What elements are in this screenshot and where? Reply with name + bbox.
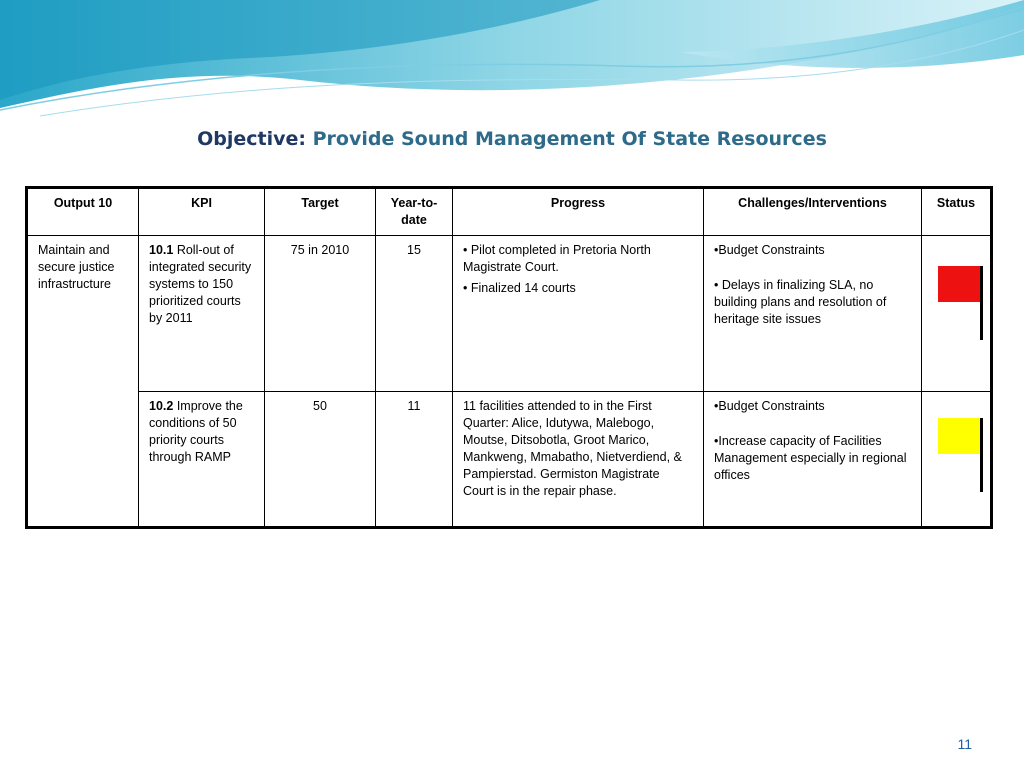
kpi-ref: 10.2 [149, 399, 174, 413]
table-row [27, 392, 992, 528]
progress-item: • Pilot completed in Pretoria North Magistrate Court. [463, 243, 651, 274]
kpi-cell [139, 392, 265, 528]
header-progress: Progress [453, 188, 704, 236]
challenge-item: •Increase capacity of Facilities Management especially in regional offices [714, 434, 907, 482]
progress-cell [453, 236, 704, 392]
challenge-item: •Budget Constraints [714, 243, 825, 257]
table-header-row [27, 188, 992, 236]
table-row [27, 236, 992, 392]
ytd-cell: 11 [376, 392, 453, 528]
header-output: Output 10 [27, 188, 139, 236]
flag-cloth [938, 266, 982, 302]
progress-item: • Finalized 14 courts [463, 281, 576, 295]
target-cell: 50 [265, 392, 376, 528]
yellow-flag-icon [932, 418, 992, 498]
ytd-cell: 15 [376, 236, 453, 392]
challenge-item: • Delays in finalizing SLA, no building plans and resolution of heritage site issues [714, 278, 887, 326]
challenges-cell [704, 392, 922, 528]
kpi-ref: 10.1 [149, 243, 174, 257]
slide-title [0, 128, 1024, 150]
progress-item: 11 facilities attended to in the First Quarter: Alice, Idutywa, Malebogo, Moutse, Ditsobotla, Groot Marico, Mankweng, Mmabatho, Nietverdiend, & Pampierstad. Germiston Magistrate Court is in the repair phase. [463, 399, 682, 498]
status-cell [922, 236, 992, 392]
title-label: Objective: [197, 128, 306, 150]
page-number: 11 [957, 736, 972, 752]
kpi-text: Roll-out of integrated security systems to 150 prioritized courts by 2011 [149, 243, 252, 325]
kpi-cell [139, 236, 265, 392]
kpi-text: Improve the conditions of 50 priority courts through RAMP [149, 399, 243, 464]
output-cell: Maintain and secure justice infrastructure [27, 236, 139, 528]
title-text: Provide Sound Management Of State Resources [312, 128, 827, 150]
status-cell [922, 392, 992, 528]
red-flag-icon [932, 266, 992, 346]
flag-pole [980, 418, 983, 492]
challenge-item: •Budget Constraints [714, 399, 825, 413]
header-target: Target [265, 188, 376, 236]
header-kpi: KPI [139, 188, 265, 236]
header-challenges: Challenges/Interventions [704, 188, 922, 236]
kpi-table [25, 186, 993, 529]
header-status: Status [922, 188, 992, 236]
challenges-cell [704, 236, 922, 392]
header-year-to-date: Year-to-date [376, 188, 453, 236]
flag-pole [980, 266, 983, 340]
target-cell: 75 in 2010 [265, 236, 376, 392]
flag-cloth [938, 418, 982, 454]
progress-cell [453, 392, 704, 528]
header-wave-decoration [0, 0, 1024, 120]
